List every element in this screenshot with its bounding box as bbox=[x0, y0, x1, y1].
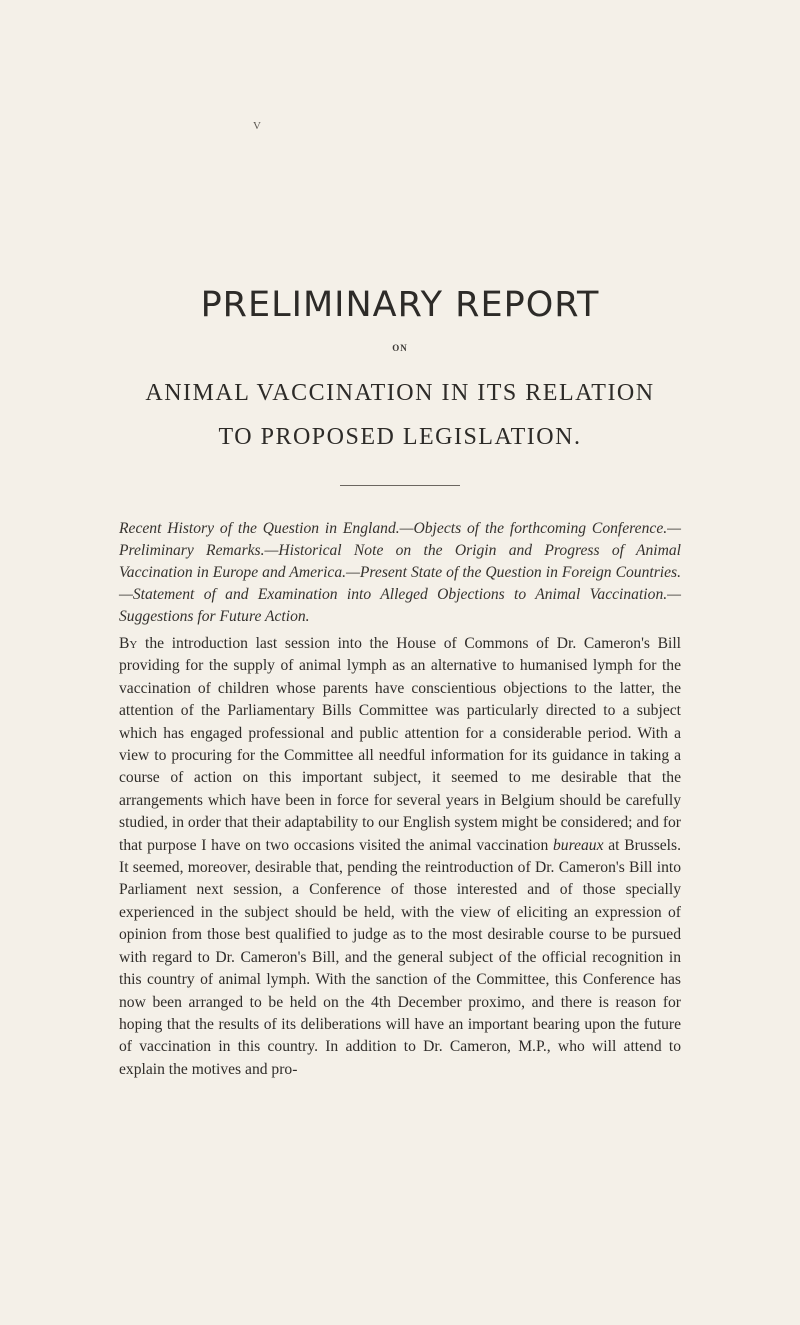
body-text-part-2: at Brussels. It seemed, moreover, desirable that, pending the reintroduction of Dr. Cameron's Bill into Parliament next session, a Conference of those interested and of those specially experienced in the subject should be held, with the view of eliciting an expression of opinion from those best qualified to judge as to the most desirable course to be pursued with regard to Dr. Cameron's Bill, and the general subject of the official recognition in this country of animal lymph. With the sanction of the Committee, this Conference has now been arranged to be held on the 4th December proximo, and there is reason for hoping that the results of its deliberations will have an important bearing upon the future of vaccination in this country. In addition to Dr. Cameron, M.P., who will attend to explain the motives and pro- bbox=[119, 836, 681, 1078]
title-connector: ON bbox=[392, 343, 408, 353]
opening-word: By bbox=[119, 635, 138, 652]
contents-summary: Recent History of the Question in England.—Objects of the forthcoming Conference.—Preliminary Remarks.—Historical Note on the Origin and Progress of Animal Vaccination in Europe and America.—Present State of the Question in Foreign Countries.—Statement of and Examination into Alleged Objections to Animal Vaccination.—Suggestions for Future Action. bbox=[119, 520, 681, 625]
body-paragraph bbox=[119, 633, 681, 1081]
subtitle-line-2: TO PROPOSED LEGISLATION. bbox=[218, 424, 582, 450]
report-title: PRELIMINARY REPORT bbox=[200, 285, 600, 325]
body-text-part-1: the introduction last session into the House of Commons of Dr. Cameron's Bill providing for the supply of animal lymph as an alternative to humanised lymph for the vaccination of children whose parents have conscientious objections to the latter, the attention of the Parliamentary Bills Committee was particularly directed to a subject which has engaged professional and public attention for a considerable period. With a view to procuring for the Committee all needful information for its guidance in taking a course of action on this important subject, it seemed to me desirable that the arrangements which have been in force for several years in Belgium should be carefully studied, in order that their adaptability to our English system might be considered; and for that purpose I have on two occasions visited the animal vaccination bbox=[119, 635, 681, 854]
divider-rule bbox=[340, 485, 460, 486]
report-subtitle bbox=[0, 371, 800, 459]
subtitle-line-1: ANIMAL VACCINATION IN ITS RELATION bbox=[145, 380, 655, 406]
italic-term: bureaux bbox=[552, 836, 604, 854]
page-mark: V bbox=[253, 120, 261, 132]
